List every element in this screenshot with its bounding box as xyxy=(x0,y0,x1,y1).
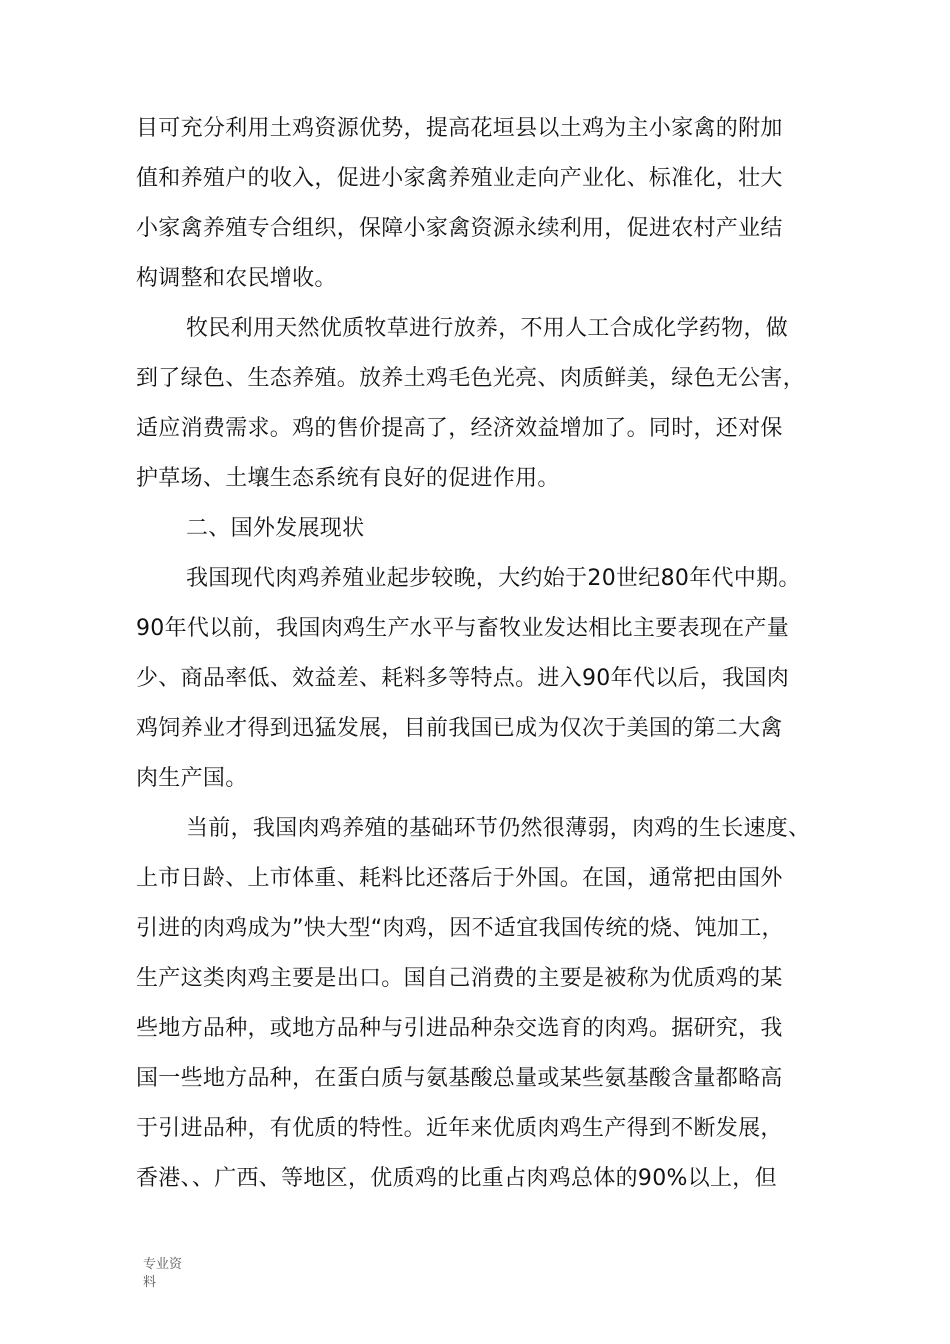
text-line: 于引进品种，有优质的特性。近年来优质肉鸡生产得到不断发展， xyxy=(136,1116,783,1141)
text-line: 引进的肉鸡成为”快大型“肉鸡，因不适宜我国传统的烧、饨加工， xyxy=(136,916,784,941)
text-line: 值和养殖户的收入，促进小家禽养殖业走向产业化、标准化，壮大 xyxy=(136,166,783,191)
text-line: 些地方品种，或地方品种与引进品种杂交选育的肉鸡。据研究，我 xyxy=(136,1016,783,1041)
section-heading: 二、国外发展现状 xyxy=(186,516,365,541)
footer-label-line1: 专业资 xyxy=(143,1257,183,1272)
text-line: 香港、、广西、等地区，优质鸡的比重占肉鸡总体的90%以上，但 xyxy=(136,1166,777,1191)
text-line: 小家禽养殖专合组织，保障小家禽资源永续利用，促进农村产业结 xyxy=(136,216,783,241)
text-line: 目可充分利用土鸡资源优势，提高花垣县以土鸡为主小家禽的附加 xyxy=(136,116,783,141)
text-line: 肉生产国。 xyxy=(136,766,248,791)
text-line: 适应消费需求。鸡的售价提高了，经济效益增加了。同时，还对保 xyxy=(136,416,783,441)
text-line: 国一些地方品种，在蛋白质与氨基酸总量或某些氨基酸含量都略高 xyxy=(136,1066,783,1091)
paragraph-start-line: 当前，我国肉鸡养殖的基础环节仍然很薄弱，肉鸡的生长速度、 xyxy=(186,816,811,841)
text-line: 鸡饲养业才得到迅猛发展，目前我国已成为仅次于美国的第二大禽 xyxy=(136,716,783,741)
text-line: 90年代以前，我国肉鸡生产水平与畜牧业发达相比主要表现在产量 xyxy=(136,616,789,641)
text-line: 构调整和农民增收。 xyxy=(136,266,337,291)
text-line: 生产这类肉鸡主要是出口。国自己消费的主要是被称为优质鸡的某 xyxy=(136,966,783,991)
text-line: 到了绿色、生态养殖。放养土鸡毛色光亮、肉质鲜美，绿色无公害， xyxy=(136,366,806,391)
footer-label-line2: 料 xyxy=(143,1275,157,1290)
text-line: 上市日龄、上市体重、耗料比还落后于外国。在国，通常把由国外 xyxy=(136,866,783,891)
paragraph-start-line: 牧民利用天然优质牧草进行放养，不用人工合成化学药物，做 xyxy=(186,316,789,341)
paragraph-start-line: 我国现代肉鸡养殖业起步较晚，大约始于20世纪80年代中期。 xyxy=(186,566,801,591)
text-line: 少、商品率低、效益差、耗料多等特点。进入90年代以后，我国肉 xyxy=(136,666,789,691)
text-line: 护草场、土壤生态系统有良好的促进作用。 xyxy=(136,466,560,491)
